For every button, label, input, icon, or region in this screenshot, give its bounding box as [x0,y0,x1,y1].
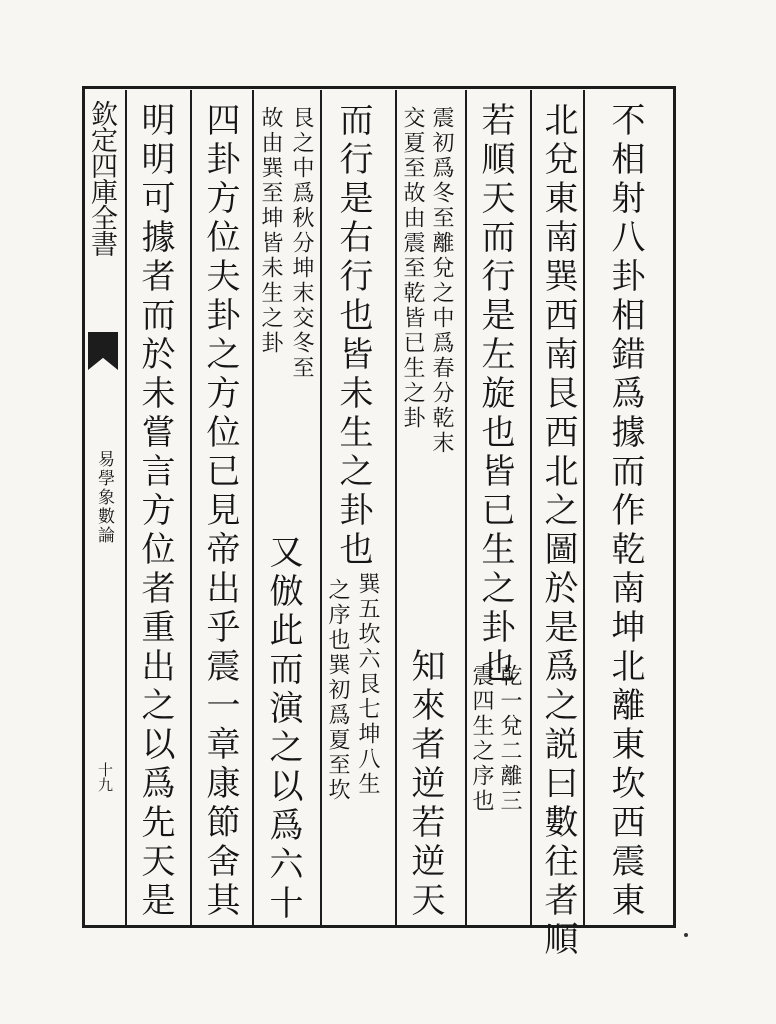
margin-series-title: 欽定四庫全書 [86,100,117,256]
column-rule [252,90,254,925]
text-column-2: 北兌東南巽西南艮西北之圖於是爲之説曰數往者順 [538,102,578,960]
text-column-6-note-left: 故由巽至坤皆未生之卦 [258,106,283,356]
text-column-4-note-left: 交夏至故由震至乾皆已生之卦 [400,106,425,431]
column-rule [125,90,127,925]
text-column-3-note-left: 震四生之序也 [469,664,494,814]
column-rule [530,90,532,925]
text-column-7: 四卦方位夫卦之方位已見帝出乎震一章康節舍其 [200,102,240,921]
text-column-3: 若順天而行是左旋也皆已生之卦也 [475,102,515,687]
text-column-3-note-right: 乾一兌二離三 [497,664,522,814]
margin-book-title: 易學象數論 [94,450,114,545]
text-column-5-note-right: 巽五坎六艮七坤八生 [355,572,380,797]
text-column-8: 明明可據者而於未嘗言方位者重出之以爲先天是 [135,102,175,921]
column-rule [583,90,585,925]
text-column-4: 知來者逆若逆天 [405,648,445,921]
text-column-4-note-right: 震初爲冬至離兌之中爲春分乾末 [429,106,454,456]
text-column-1: 不相射八卦相錯爲據而作乾南坤北離東坎西震東 [605,102,645,921]
column-rule [320,90,322,925]
text-column-5-note-left: 之序也巽初爲夏至坎 [325,578,350,803]
column-rule [190,90,192,925]
column-rule [395,90,397,925]
column-rule [465,90,467,925]
scan-speck [684,933,688,937]
text-column-5: 而行是右行也皆未生之卦也 [333,102,373,570]
margin-page-number: 十九 [96,762,114,792]
text-column-6-note-right: 艮之中爲秋分坤末交冬至 [289,106,314,381]
text-column-6: 又倣此而演之以爲六十 [263,534,303,924]
